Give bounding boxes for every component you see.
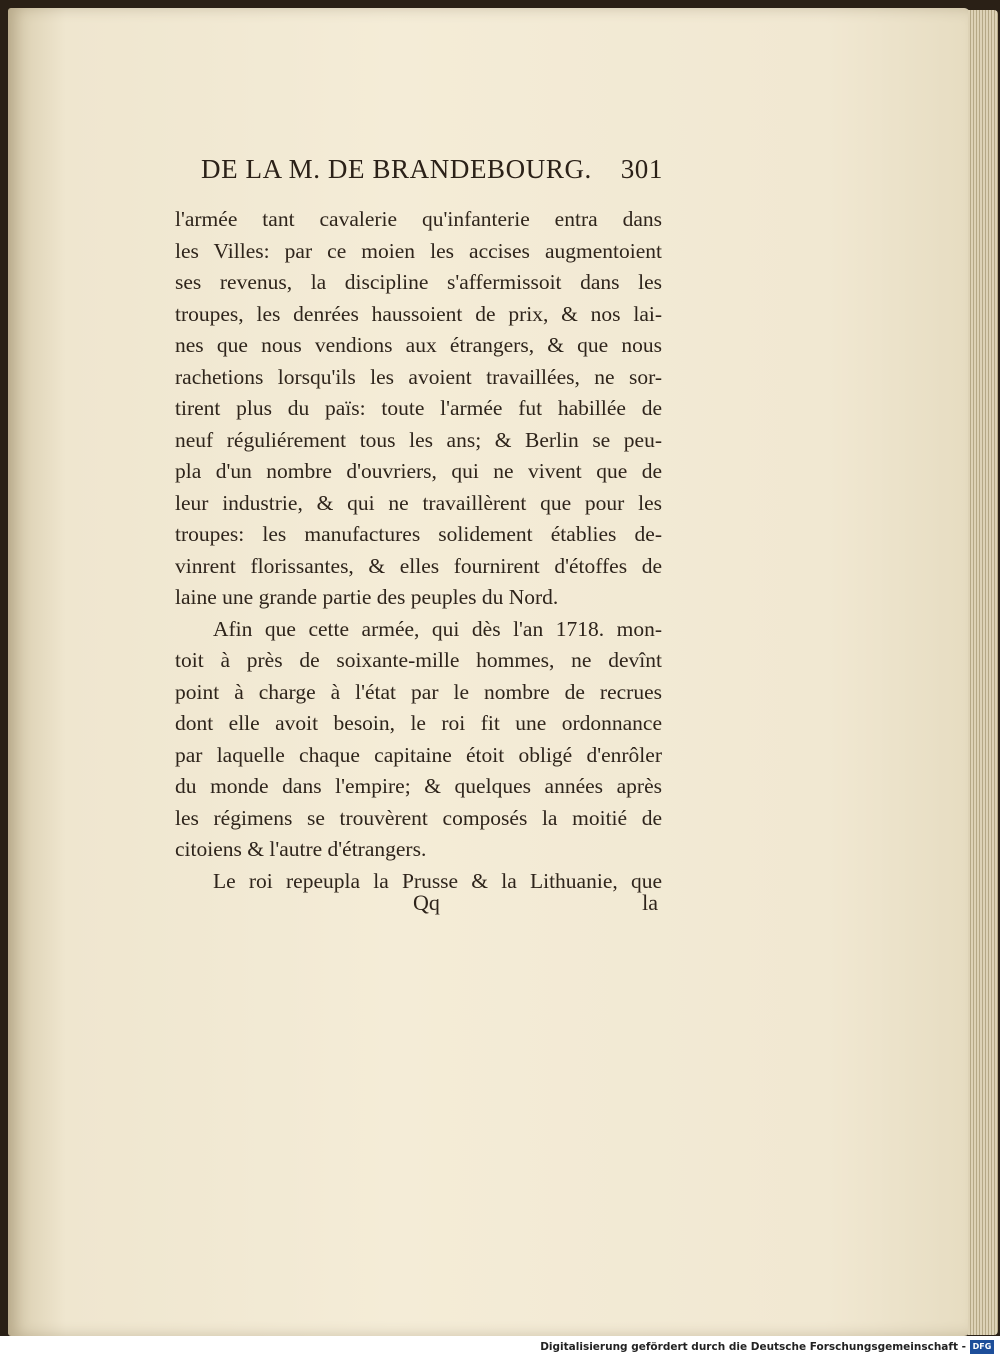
paragraph-end-line: citoiens & l'autre d'étrangers.	[175, 837, 427, 861]
credit-text: Digitalisierung gefördert durch die Deutsche Forschungsgemeinschaft -	[540, 1341, 966, 1353]
text-line: toit à près de soixante-mille hommes, ne devînt	[175, 648, 662, 672]
page-edges	[968, 10, 998, 1335]
text-line: neuf réguliérement tous les ans; & Berlin se peu-	[175, 427, 662, 452]
text-line: nes que nous vendions aux étrangers, & que nous	[175, 333, 662, 357]
signature-mark: Qq	[413, 890, 440, 915]
text-line: l'armée tant cavalerie qu'infanterie entra dans	[175, 207, 662, 231]
running-head-title: DE LA M. DE BRANDEBOURG.	[201, 154, 592, 184]
text-line: ses revenus, la discipline s'affermissoit dans les	[175, 270, 662, 294]
text-line: du monde dans l'empire; & quelques années après	[175, 774, 662, 798]
text-line: les Villes: par ce moien les accises augmentoient	[175, 238, 662, 263]
text-line: troupes: les manufactures solidement établies de-	[175, 522, 662, 546]
text-line: par laquelle chaque capitaine étoit obligé d'enrôler	[175, 742, 662, 767]
text-line: point à charge à l'état par le nombre de recrues	[175, 679, 662, 704]
body-text	[175, 204, 662, 897]
catchword: la	[642, 890, 658, 915]
dfg-logo-icon: DFG	[970, 1340, 994, 1354]
text-line: pla d'un nombre d'ouvriers, qui ne vivent que de	[175, 459, 662, 483]
text-line: tirent plus du païs: toute l'armée fut habillée de	[175, 396, 662, 420]
text-line: leur industrie, & qui ne travaillèrent que pour les	[175, 490, 662, 515]
text-line: vinrent florissantes, & elles fournirent d'étoffes de	[175, 553, 662, 578]
paragraph-end-line: laine une grande partie des peuples du Nord.	[175, 585, 559, 609]
running-head	[201, 152, 663, 190]
text-line: les régimens se trouvèrent composés la moitié de	[175, 805, 662, 830]
paragraph-start-line: Afin que cette armée, qui dès l'an 1718. mon-	[213, 616, 662, 641]
text-line: troupes, les denrées haussoient de prix, & nos lai-	[175, 301, 662, 326]
text-line: rachetions lorsqu'ils les avoient travaillées, ne sor-	[175, 364, 662, 389]
text-line: dont elle avoit besoin, le roi fit une ordonnance	[175, 711, 662, 735]
paragraph-start-line: Le roi repeupla la Prusse & la Lithuanie, que	[213, 868, 662, 893]
page-number: 301	[620, 154, 663, 184]
page-footer	[175, 890, 662, 924]
